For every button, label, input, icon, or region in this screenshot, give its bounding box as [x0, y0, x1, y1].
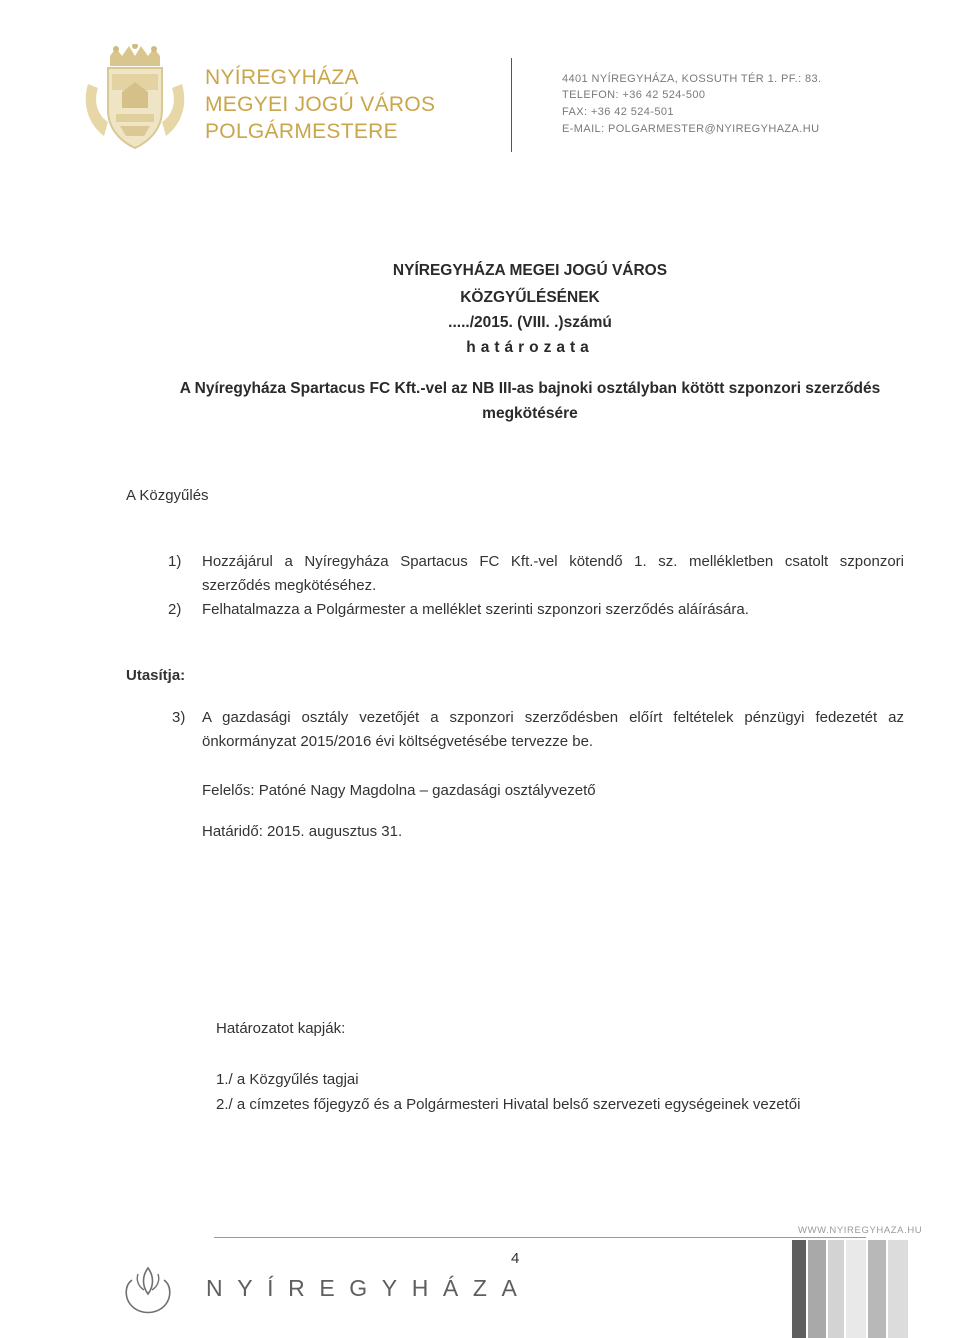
footer-bar — [808, 1240, 826, 1338]
city-coat-of-arms — [82, 44, 188, 154]
item-3-text-line-2: önkormányzat 2015/2016 évi költségvetésébe tervezze be. — [202, 733, 594, 750]
footer-divider — [214, 1237, 866, 1238]
contact-address: 4401 NYÍREGYHÁZA, KOSSUTH TÉR 1. PF.: 83. — [562, 73, 822, 85]
item-1-text-line-2: szerződés megkötéséhez. — [202, 577, 377, 594]
item-2-text: Felhatalmazza a Polgármester a melléklet szerinti szponzori szerződés aláírására. — [202, 601, 749, 618]
resolution-word: határozata — [466, 339, 594, 356]
footer-bar — [792, 1240, 806, 1338]
resolution-subject-line-1: A Nyíregyháza Spartacus FC Kft.-vel az NB III-as bajnoki osztályban kötött szponzori szerződés — [179, 380, 881, 397]
responsible-person: Felelős: Patóné Nagy Magdolna – gazdasági osztályvezető — [202, 782, 596, 799]
recipients-heading: Határozatot kapják: — [216, 1020, 346, 1037]
header-divider — [511, 58, 512, 152]
item-1-number: 1) — [168, 553, 182, 570]
resolution-title-city: NYÍREGYHÁZA MEGEI JOGÚ VÁROS — [392, 262, 668, 279]
footer-website: WWW.NYIREGYHAZA.HU — [798, 1225, 923, 1236]
page-number: 4 — [511, 1250, 520, 1267]
footer-bar — [846, 1240, 866, 1338]
footer-bar — [868, 1240, 886, 1338]
resolution-number: ...../2015. (VIII. .)számú — [448, 314, 612, 331]
contact-email: E-MAIL: POLGARMESTER@NYIREGYHAZA.HU — [562, 123, 820, 135]
recipient-1: 1./ a Közgyűlés tagjai — [216, 1071, 359, 1088]
footer-bar — [888, 1240, 908, 1338]
contact-phone: TELEFON: +36 42 524-500 — [562, 89, 706, 101]
resolution-subject-line-2: megkötésére — [482, 405, 578, 422]
org-name-line-2: MEGYEI JOGÚ VÁROS — [205, 93, 436, 116]
footer-bar — [828, 1240, 844, 1338]
item-1-text-line-1: Hozzájárul a Nyíregyháza Spartacus FC Kft.-vel kötendő 1. sz. mellékletben csatolt szponzori — [202, 553, 904, 570]
org-name-line-3: POLGÁRMESTERE — [205, 120, 398, 143]
footer-city-wordmark: NYÍREGYHÁZA — [206, 1275, 532, 1301]
assembly-heading: A Közgyűlés — [126, 487, 209, 504]
contact-fax: FAX: +36 42 524-501 — [562, 106, 674, 118]
resolution-title-assembly: KÖZGYŰLÉSÉNEK — [460, 289, 600, 306]
item-2-number: 2) — [168, 601, 182, 618]
recipient-2: 2./ a címzetes főjegyző és a Polgármesteri Hivatal belső szervezeti egységeinek vezetői — [216, 1096, 801, 1113]
instructs-heading: Utasítja: — [126, 667, 186, 684]
city-logo-icon — [114, 1250, 184, 1320]
item-3-number: 3) — [172, 709, 186, 726]
org-name-line-1: NYÍREGYHÁZA — [205, 66, 359, 89]
item-3-text-line-1: A gazdasági osztály vezetőjét a szponzori szerződésben előírt feltételek pénzügyi fedezetét az — [202, 709, 904, 726]
deadline: Határidő: 2015. augusztus 31. — [202, 823, 403, 840]
